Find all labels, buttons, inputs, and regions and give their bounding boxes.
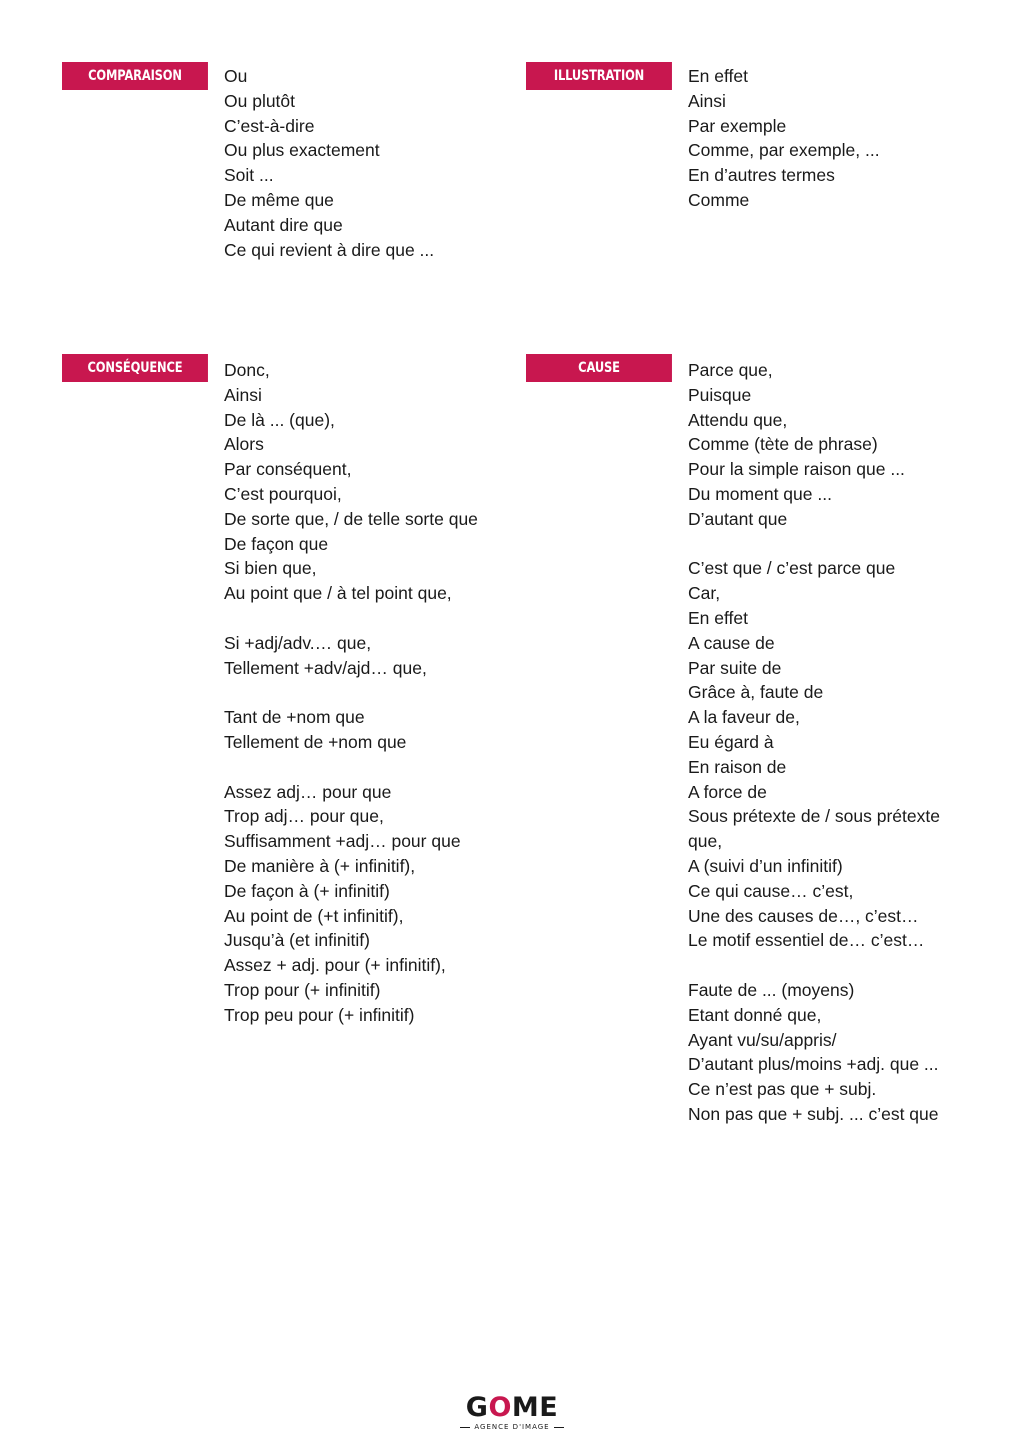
section-label-consequence: CONSÉQUENCE xyxy=(62,354,208,382)
tagline-dash-right xyxy=(554,1427,564,1428)
list-item: Comme xyxy=(688,189,750,210)
list-item: En effet xyxy=(688,66,749,86)
list-item: Sous prétexte de / sous prétexte xyxy=(688,806,940,827)
list-item: D’autant que xyxy=(688,508,788,529)
tagline-dash-left xyxy=(460,1427,470,1428)
list-item: A la faveur de, xyxy=(688,707,800,728)
list-item: Soit ... xyxy=(224,165,274,186)
item-list-comparaison xyxy=(224,64,514,262)
list-item: De là ... (que), xyxy=(224,409,335,430)
list-item: Trop adj… pour que, xyxy=(224,806,384,827)
list-item: Au point de (+t infinitif), xyxy=(224,905,404,926)
list-spacer xyxy=(224,680,514,705)
list-item: Assez adj… pour que xyxy=(224,781,392,802)
section-label-cause: CAUSE xyxy=(526,354,672,382)
list-item: Puisque xyxy=(688,384,752,405)
list-item: Tellement de +nom que xyxy=(224,731,407,752)
list-item: Alors xyxy=(224,434,264,455)
list-item: Jusqu’à (et infinitif) xyxy=(224,930,370,951)
item-list-cause xyxy=(688,358,978,1127)
list-item: Etant donné que, xyxy=(688,1004,822,1025)
list-item: Si bien que, xyxy=(224,558,317,579)
list-item: Car, xyxy=(688,583,721,604)
list-item: Par conséquent, xyxy=(224,459,352,480)
section-label-comparaison: COMPARAISON xyxy=(62,62,208,90)
logo-o-letter: O xyxy=(488,1392,512,1423)
logo-wordmark xyxy=(466,1393,558,1423)
list-item: Non pas que + subj. ... c’est que xyxy=(688,1103,939,1124)
list-item: Assez + adj. pour (+ infinitif), xyxy=(224,955,446,976)
list-item: De même que xyxy=(224,189,334,210)
list-item: Trop peu pour (+ infinitif) xyxy=(224,1004,415,1025)
list-item: De manière à (+ infinitif), xyxy=(224,855,416,876)
list-item: Au point que / à tel point que, xyxy=(224,583,452,604)
list-item: Autant dire que xyxy=(224,214,343,235)
list-item: D’autant plus/moins +adj. que ... xyxy=(688,1054,939,1075)
list-spacer xyxy=(688,532,978,557)
list-item: C’est-à-dire xyxy=(224,115,315,136)
list-item: A cause de xyxy=(688,632,775,653)
logo-suffix: ME xyxy=(511,1392,559,1423)
list-item: Ayant vu/su/appris/ xyxy=(688,1029,837,1050)
item-list-illustration xyxy=(688,64,978,213)
list-item: que, xyxy=(688,831,723,852)
list-item: En raison de xyxy=(688,756,787,777)
list-item: C’est que / c’est parce que xyxy=(688,558,896,579)
list-item: C’est pourquoi, xyxy=(224,483,342,504)
list-spacer xyxy=(224,755,514,780)
list-item: Donc, xyxy=(224,360,270,380)
list-item: Grâce à, faute de xyxy=(688,682,824,703)
list-item: Du moment que ... xyxy=(688,483,832,504)
list-item: Eu égard à xyxy=(688,731,774,752)
list-spacer xyxy=(688,953,978,978)
list-item: Pour la simple raison que ... xyxy=(688,459,905,480)
list-item: Ce n’est pas que + subj. xyxy=(688,1079,877,1100)
list-item: De façon que xyxy=(224,533,329,554)
logo-tagline-row xyxy=(0,1423,1024,1431)
list-spacer xyxy=(224,606,514,631)
list-item: En effet xyxy=(688,607,749,628)
logo-tagline: AGENCE D'IMAGE xyxy=(474,1423,550,1431)
list-item: Ou xyxy=(224,66,248,86)
list-item: Parce que, xyxy=(688,360,773,380)
list-item: Par suite de xyxy=(688,657,782,678)
list-item: Tant de +nom que xyxy=(224,707,365,728)
section-label-illustration: ILLUSTRATION xyxy=(526,62,672,90)
list-item: Par exemple xyxy=(688,115,787,136)
list-item: Ce qui cause… c’est, xyxy=(688,880,854,901)
list-item: Suffisamment +adj… pour que xyxy=(224,831,461,852)
list-item: Comme, par exemple, ... xyxy=(688,140,880,161)
list-item: Faute de ... (moyens) xyxy=(688,979,855,1000)
list-item: A (suivi d’un infinitif) xyxy=(688,855,843,876)
list-item: Ainsi xyxy=(224,384,262,405)
list-item: Comme (tète de phrase) xyxy=(688,434,878,455)
list-item: Attendu que, xyxy=(688,409,788,430)
list-item: Tellement +adv/ajd… que, xyxy=(224,657,427,678)
list-item: Ou plus exactement xyxy=(224,140,380,161)
list-item: Une des causes de…, c’est… xyxy=(688,905,919,926)
list-item: Si +adj/adv.… que, xyxy=(224,632,372,653)
list-item: En d’autres termes xyxy=(688,165,835,186)
list-item: Ou plutôt xyxy=(224,90,296,111)
item-list-consequence xyxy=(224,358,514,1028)
footer-logo xyxy=(0,1393,1024,1431)
list-item: Ce qui revient à dire que ... xyxy=(224,239,435,260)
list-item: A force de xyxy=(688,781,767,802)
list-item: Le motif essentiel de… c’est… xyxy=(688,930,925,951)
list-item: Trop pour (+ infinitif) xyxy=(224,979,381,1000)
list-item: De façon à (+ infinitif) xyxy=(224,880,390,901)
list-item: Ainsi xyxy=(688,90,726,111)
list-item: De sorte que, / de telle sorte que xyxy=(224,508,478,529)
logo-prefix: G xyxy=(465,1392,489,1423)
